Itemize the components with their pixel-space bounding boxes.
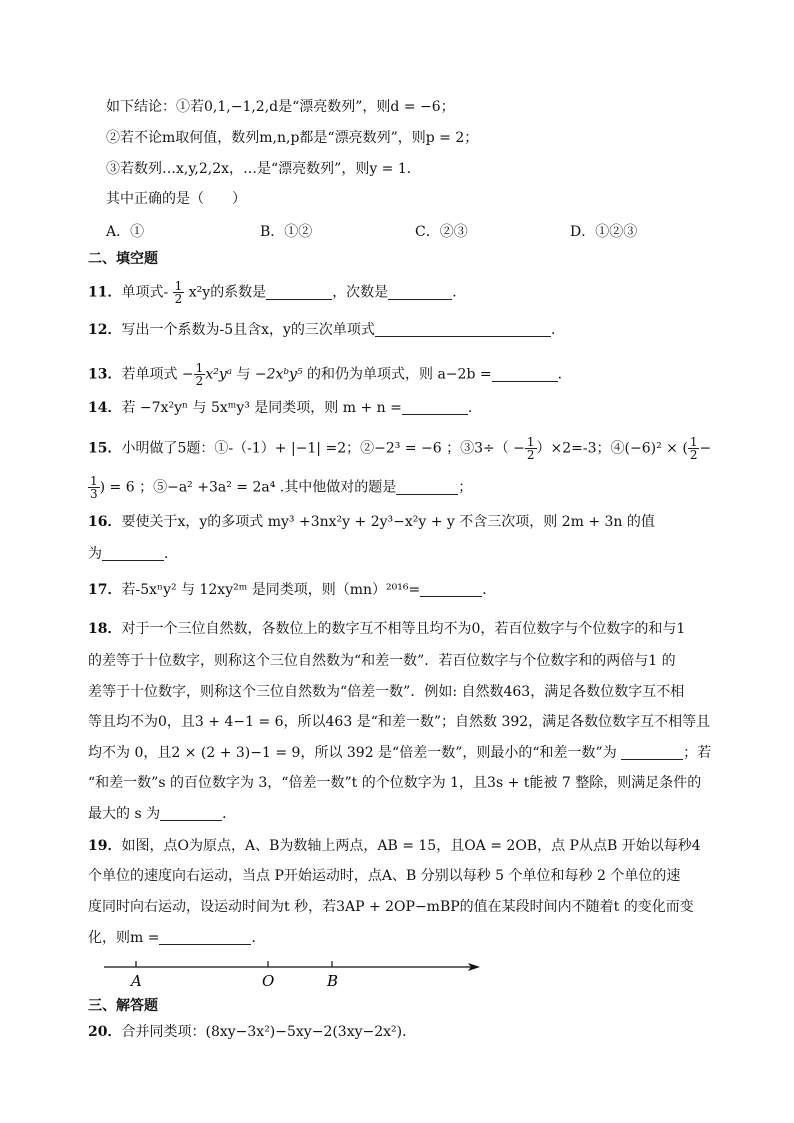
question-19-line-3: 度同时向右运动，设运动时间为t 秒，若3AP + 2OP−mBP的值在某段时间内不随着t 的变化而变 <box>88 899 694 915</box>
q12-number: 12． <box>88 322 122 338</box>
q16-text-1: 要使关于x，y的多项式 my³ +3nx²y + 2y³−x²y + y 不含三次项，则 2m + 3n 的值 <box>121 514 655 530</box>
question-16-line-1 <box>88 512 655 532</box>
conclusion-3: ③若数列…x,y,2,2x，…是“漂亮数列”，则y = 1． <box>106 161 421 177</box>
q13-pre: 若单项式 − <box>121 366 194 383</box>
section-heading-fill-in: 二、填空题 <box>88 251 158 267</box>
question-18-line-4: 等且均不为0，且3 + 4−1 = 6，所以463 是“和差一数”；自然数 392，满足各数位数字互不相等且 <box>88 714 711 730</box>
question-18-line-5 <box>88 743 711 763</box>
q18-text-5b: ；若 <box>683 745 712 761</box>
question-16-line-2 <box>88 544 178 564</box>
q14-blank[interactable] <box>402 400 468 415</box>
question-20 <box>88 1022 416 1042</box>
q18-text-1: 对于一个三位自然数，各数位上的数字互不相等且均不为0，若百位数字与个位数字的和与1 <box>121 621 686 637</box>
question-18-line-3: 差等于十位数字，则称这个三位自然数为“倍差一数”．例如: 自然数463，满足各数位数字互不相 <box>88 684 685 700</box>
label-a: A <box>131 972 142 990</box>
q15-fraction-2: $\frac{1}{2}$ <box>689 435 698 462</box>
question-19-line-4 <box>88 928 265 948</box>
q11-mid2: ，次数是 <box>332 284 389 301</box>
question-14 <box>88 398 472 418</box>
q12-blank[interactable] <box>375 322 551 337</box>
q11-blank-2[interactable] <box>388 285 452 300</box>
q12-end: . <box>550 322 556 338</box>
option-d: D．①②③ <box>570 224 638 240</box>
q18-blank-2[interactable] <box>160 806 222 821</box>
q13-mid: 与 <box>232 366 255 383</box>
q17-end: ． <box>482 582 497 598</box>
q18-number: 18． <box>88 621 122 637</box>
q13-post: 的和仍为单项式，则 a−2b = <box>302 366 492 383</box>
q14-text: 若 −7x²yⁿ 与 5xᵐy³ 是同类项，则 m + n = <box>121 400 402 416</box>
q16-blank[interactable] <box>102 546 164 561</box>
q18-text-7: 最大的 s 为 <box>88 806 161 822</box>
q19-blank[interactable] <box>159 930 251 945</box>
conclusion-2: ②若不论m取何值，数列m,n,p都是“漂亮数列”，则p = 2； <box>106 130 479 146</box>
option-a: A．① <box>106 224 145 240</box>
q17-number: 17． <box>88 582 122 598</box>
q16-text-2: 为 <box>88 546 102 562</box>
question-15-line-2 <box>88 475 472 500</box>
q19-text-4: 化，则m = <box>88 930 160 946</box>
q11-pre: 单项式- <box>121 284 169 301</box>
q18-text-5a: 均不为 0，且2 × (2 + 3)−1 = 9，所以 392 是“倍差一数”，则最小的“和差一数”为 <box>88 745 622 761</box>
option-c: C．②③ <box>415 224 468 240</box>
question-17 <box>88 580 496 600</box>
q20-text: 合并同类项：(8xy−3x²)−5xy−2(3xy−2x²)． <box>121 1024 417 1040</box>
q19-number: 19． <box>88 838 122 854</box>
question-19-line-1 <box>88 836 701 856</box>
q15-part-c: − <box>699 440 712 457</box>
q14-end: . <box>467 400 473 416</box>
q13-end: ． <box>557 366 572 383</box>
q15-fraction-1: $\frac{1}{2}$ <box>526 435 535 462</box>
number-line-figure <box>100 957 490 993</box>
q11-number: 11． <box>88 284 122 301</box>
q18-blank-1[interactable] <box>621 745 683 760</box>
question-19-line-2: 个单位的速度向右运动，当点 P开始运动时，点A、B 分别以每秒 5 个单位和每秒 2 个单位的速 <box>88 868 681 884</box>
q16-number: 16． <box>88 514 122 530</box>
q15-fraction-3: $\frac{1}{3}$ <box>90 474 98 501</box>
question-13 <box>88 362 572 387</box>
q20-number: 20． <box>88 1024 122 1040</box>
question-18-line-7 <box>88 804 236 824</box>
q15-end: ； <box>458 479 473 496</box>
q11-blank-1[interactable] <box>266 285 332 300</box>
conclusion-1: 如下结论：①若0,1,−1,2,d是“漂亮数列”，则d = −6； <box>106 99 455 115</box>
q11-fraction: $\frac{1}{2}$ <box>174 279 183 306</box>
q12-text: 写出一个系数为-5且含x，y的三次单项式 <box>121 322 375 338</box>
q15-part-b: ）×2=-3；④(−6)² × ( <box>536 440 688 457</box>
q13-expr2: −2xᵇy⁵ <box>254 366 303 383</box>
q19-text-1: 如图，点O为原点，A、B为数轴上两点，AB = 15，且OA = 2OB，点 P从点B 开始以每秒4 <box>121 838 701 854</box>
label-b: B <box>327 972 339 990</box>
question-12 <box>88 320 555 340</box>
q11-mid: 的系数是 <box>210 284 267 301</box>
q14-number: 14． <box>88 400 122 416</box>
question-18-line-6: “和差一数”s 的百位数字为 3，“倍差一数”t 的个位数字为 1，且3s + t能被 7 整除，则满足条件的 <box>88 775 702 791</box>
q15-number: 15． <box>88 440 122 457</box>
q17-blank[interactable] <box>420 582 482 597</box>
question-prompt: 其中正确的是（ ） <box>106 191 246 207</box>
q17-text: 若-5xⁿy² 与 12xy²ᵐ 是同类项，则（mn）²⁰¹⁶= <box>121 582 421 598</box>
q11-end: ． <box>452 284 467 301</box>
q15-part-d: ) = 6 ；⑤−a² +3a² = 2a⁴ .其中他做对的题是 <box>99 479 397 496</box>
q15-blank[interactable] <box>396 480 458 495</box>
q13-blank[interactable] <box>492 367 558 382</box>
option-b: B．①② <box>260 224 313 240</box>
label-o: O <box>262 972 275 990</box>
q18-end: ． <box>222 806 237 822</box>
q11-expr: x²y <box>188 284 211 301</box>
q13-number: 13． <box>88 366 122 383</box>
section-heading-answers: 三、解答题 <box>88 998 158 1014</box>
question-11 <box>88 280 466 305</box>
q13-expr1: x²yᵃ <box>205 366 232 383</box>
q19-end: ． <box>251 930 266 946</box>
q13-fraction: $\frac{1}{2}$ <box>195 361 204 388</box>
question-18-line-1 <box>88 619 685 639</box>
q16-end: ． <box>164 546 178 562</box>
question-15-line-1 <box>88 436 711 461</box>
q15-part-a: 小明做了5题：①-（-1）+ |−1| =2；②−2³ = −6 ；③3÷（ − <box>121 440 525 457</box>
question-18-line-2: 的差等于十位数字，则称这个三位自然数为“和差一数”．若百位数字与个位数字和的两倍与1 的 <box>88 653 676 669</box>
